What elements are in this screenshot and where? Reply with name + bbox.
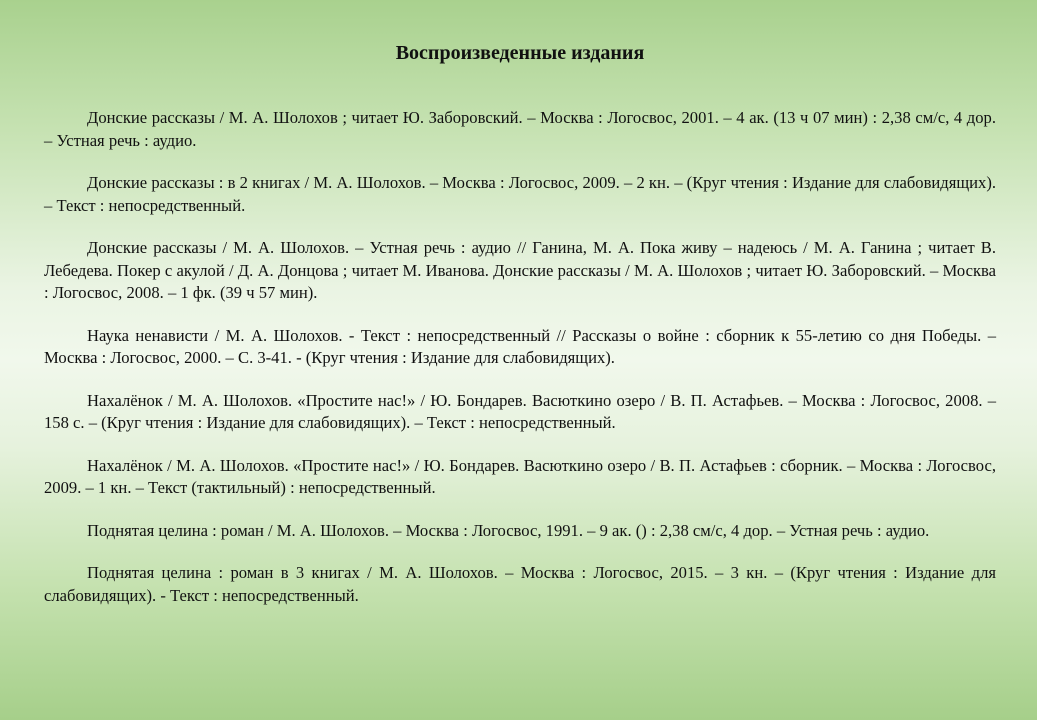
page-title: Воспроизведенные издания — [395, 42, 645, 64]
bibliography-entry: Поднятая целина : роман / М. А. Шолохов. – Москва : Логосвос, 1991. – 9 ак. () : 2,38 см/с, 4 дор. – Устная речь : аудио. — [87, 520, 930, 540]
bibliography-entry: Донские рассказы / М. А. Шолохов ; читает Ю. Заборовский. – Москва : Логосвос, 2001. – 4 ак. (13 ч 07 мин) : 2,38 см/с, 4 дор. – Устная речь : аудио. — [44, 108, 996, 150]
bibliography-entry: Наука ненависти / М. А. Шолохов. - Текст : непосредственный // Рассказы о войне : сборник к 55-летию со дня Победы. – Москва : Логосвос, 2000. – С. 3-41. - (Круг чтения : Издание для слабовидящих). — [44, 325, 996, 367]
bibliography-entry: Донские рассказы : в 2 книгах / М. А. Шолохов. – Москва : Логосвос, 2009. – 2 кн. – (Круг чтения : Издание для слабовидящих). – Текст : непосредственный. — [44, 173, 996, 215]
bibliography-entry: Нахалёнок / М. А. Шолохов. «Простите нас!» / Ю. Бондарев. Васюткино озеро / В. П. Астафьев : сборник. – Москва : Логосвос, 2009. – 1 кн. – Текст (тактильный) : непосредственный. — [44, 455, 996, 497]
bibliography-entry: Поднятая целина : роман в 3 книгах / М. А. Шолохов. – Москва : Логосвос, 2015. – 3 кн. – (Круг чтения : Издание для слабовидящих). - Текст : непосредственный. — [44, 563, 996, 605]
bibliography-list — [44, 107, 996, 607]
bibliography-entry: Донские рассказы / М. А. Шолохов. – Устная речь : аудио // Ганина, М. А. Пока живу – надеюсь / М. А. Ганина ; читает В. Лебедева. Покер с акулой / Д. А. Донцова ; читает М. Иванова. Донские рассказы / М. А. Шолохов ; читает Ю. Заборовский. – Москва : Логосвос, 2008. – 1 фк. (39 ч 57 мин). — [44, 238, 996, 302]
bibliography-entry: Нахалёнок / М. А. Шолохов. «Простите нас!» / Ю. Бондарев. Васюткино озеро / В. П. Астафьев. – Москва : Логосвос, 2008. – 158 с. – (Круг чтения : Издание для слабовидящих). – Текст : непосредственный. — [44, 390, 996, 432]
